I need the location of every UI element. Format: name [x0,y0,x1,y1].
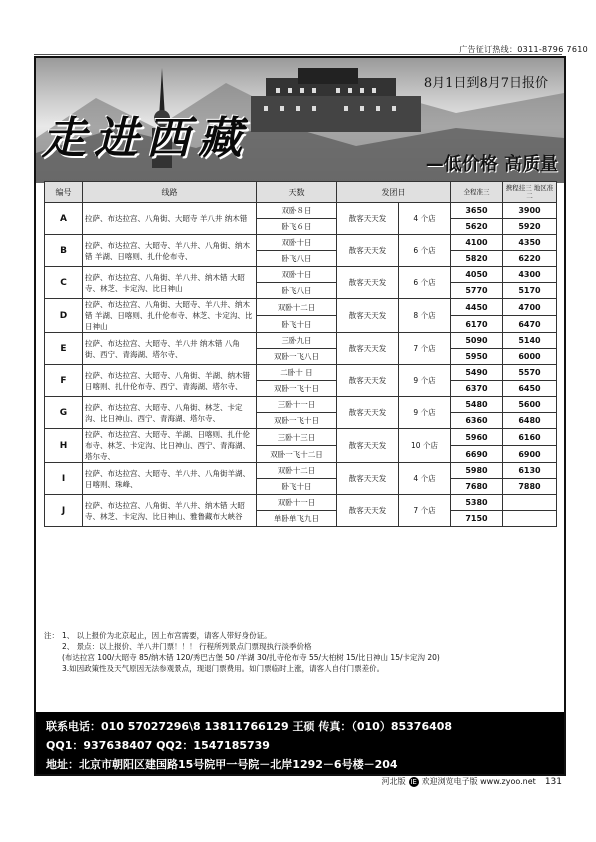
table-row [45,463,557,479]
divider [34,54,562,55]
slogan: —低价格 高质量 [425,154,558,175]
header-days: 天数 [257,182,337,203]
route-description: 拉萨、布达拉宫、大昭寺、羊八井、八角街羊湖、日喀则、珠峰、 [83,463,257,495]
price-tier-1: 6690 [451,446,503,463]
route-days: 卧飞十日 [257,316,337,333]
notes [44,630,550,674]
route-code: I [45,463,83,495]
price-tier-2: 5570 [503,365,557,381]
route-description: 拉萨、布达拉宫、大昭寺、八角街、羊湖、纳木错 日喀则、扎什伦布寺、西宁、青海湖、塔尔寺、 [83,365,257,397]
price-tier-2: 6450 [503,381,557,397]
price-tier-1: 7680 [451,479,503,495]
header-route: 线路 [83,182,257,203]
departure-schedule: 散客天天发 [337,365,399,397]
departure-schedule: 散客天天发 [337,203,399,235]
store-count: 6 个店 [399,235,451,267]
departure-schedule: 散客天天发 [337,267,399,299]
route-code: G [45,397,83,429]
route-description: 拉萨、布达拉宫、八角街、羊八井、纳木错 大昭寺、林芝、卡定沟、比日神山、雅鲁藏布大峡谷 [83,495,257,527]
price-tier-1: 3650 [451,203,503,219]
route-days: 卧飞６日 [257,219,337,235]
contact-footer [36,712,564,774]
price-tier-2: 5920 [503,219,557,235]
price-tier-2: 6900 [503,446,557,463]
route-code: F [45,365,83,397]
route-days: 二卧十 日 [257,365,337,381]
route-code: C [45,267,83,299]
publication-logo-icon: IE [410,777,417,786]
price-tier-2: 5600 [503,397,557,413]
route-days: 三卧九日 [257,333,337,349]
table-header-row [45,182,557,203]
banner [36,58,564,183]
contact-qq: QQ1：937638407 QQ2：1547185739 [46,739,270,752]
table-row [45,397,557,413]
price-tier-2 [503,511,557,527]
route-description: 拉萨、布达拉宫、大昭寺、羊湖、日喀则、扎什伦布寺、林芝、卡定沟、比日神山、西宁、青海湖、塔尔寺、 [83,429,257,463]
price-tier-1: 4100 [451,235,503,251]
price-tier-1: 5820 [451,251,503,267]
price-tier-1: 4050 [451,267,503,283]
price-tier-1: 5480 [451,397,503,413]
price-tier-1: 6170 [451,316,503,333]
store-count: 7 个店 [399,495,451,527]
page-number: 131 [544,776,562,787]
route-days: 双卧十二日 [257,463,337,479]
departure-schedule: 散客天天发 [337,299,399,333]
store-count: 9 个店 [399,365,451,397]
route-days: 双卧十日 [257,267,337,283]
price-date: 8月1日到8月7日报价 [423,76,548,91]
table-row [45,299,557,316]
price-tier-1: 5960 [451,429,503,446]
departure-schedule: 散客天天发 [337,333,399,365]
advertisement-frame [34,56,566,776]
price-tier-1: 7150 [451,511,503,527]
route-days: 卧飞八日 [257,283,337,299]
price-tier-2: 5170 [503,283,557,299]
route-description: 拉萨、布达拉宫、大昭寺、羊八井、八角街、纳木错 羊湖、日喀则、扎什伦布寺、 [83,235,257,267]
table-row [45,365,557,381]
route-code: B [45,235,83,267]
ad-hotline: 广告征订热线：0311-8796 7610 [459,45,588,54]
route-days: 双卧一飞十二日 [257,446,337,463]
route-days: 三卧十一日 [257,397,337,413]
note-line: 2、 景点：以上报价、羊八井门票！！！ 行程所列景点门票现执行淡季价格 [62,642,312,651]
route-code: J [45,495,83,527]
price-tier-1: 5620 [451,219,503,235]
price-tier-2: 6130 [503,463,557,479]
price-tier-2: 3900 [503,203,557,219]
website-label: 欢迎浏览电子版 www.zyoo.net [421,777,536,786]
price-table [44,181,557,527]
route-description: 拉萨、布达拉宫、八角街、大昭寺 羊八井 纳木错 [83,203,257,235]
header-price-2: 携程挂三 地区准二 [503,182,557,203]
header-departure: 发团日 [337,182,451,203]
table-row [45,495,557,511]
price-tier-2: 4300 [503,267,557,283]
table-row [45,333,557,349]
store-count: 7 个店 [399,333,451,365]
store-count: 6 个店 [399,267,451,299]
price-tier-2 [503,495,557,511]
table-row [45,429,557,446]
price-tier-1: 5090 [451,333,503,349]
price-tier-1: 4450 [451,299,503,316]
price-tier-1: 5380 [451,495,503,511]
price-tier-1: 5490 [451,365,503,381]
route-days: 双卧一飞十日 [257,381,337,397]
route-description: 拉萨、布达拉宫、大昭寺、八角街、林芝、卡定沟、比日神山、西宁、青海湖、塔尔寺、 [83,397,257,429]
header-price-1: 全程准三 [451,182,503,203]
price-tier-1: 6360 [451,413,503,429]
store-count: 10 个店 [399,429,451,463]
price-tier-2: 6480 [503,413,557,429]
price-tier-2: 6470 [503,316,557,333]
contact-address: 地址：北京市朝阳区建国路15号院甲一号院－北岸1292－6号楼－204 [46,758,398,771]
store-count: 8 个店 [399,299,451,333]
route-description: 拉萨、布达拉宫、大昭寺、羊八井 纳木错 八角街、西宁、青海湖、塔尔寺、 [83,333,257,365]
price-tier-1: 6370 [451,381,503,397]
note-line: 1、 以上报价为北京起止，因上布宫需要，请客人带好身份证。 [62,631,272,640]
page-title: 走进西藏 [42,113,250,164]
departure-schedule: 散客天天发 [337,397,399,429]
price-tier-2: 7880 [503,479,557,495]
note-line: 3.如因政策性及天气原因无法参观景点，现退门票费用。如门票临时上涨，请客人自付门票差价。 [62,664,385,673]
notes-label: 注： [44,631,59,640]
store-count: 9 个店 [399,397,451,429]
page-footer [382,776,562,787]
price-tier-2: 4700 [503,299,557,316]
route-description: 拉萨、布达拉宫、八角街、大昭寺、羊八井、纳木错 羊湖、日喀则、扎什伦布寺、林芝、卡定沟、比日神山 [83,299,257,333]
price-tier-1: 5980 [451,463,503,479]
price-tier-2: 6000 [503,349,557,365]
price-tier-2: 6160 [503,429,557,446]
route-code: A [45,203,83,235]
route-code: E [45,333,83,365]
departure-schedule: 散客天天发 [337,429,399,463]
price-tier-1: 5950 [451,349,503,365]
route-days: 单卧单飞九日 [257,511,337,527]
route-days: 三卧十三日 [257,429,337,446]
price-tier-2: 4350 [503,235,557,251]
edition-label: 河北版 [381,777,406,786]
price-tier-2: 5140 [503,333,557,349]
route-description: 拉萨、布达拉宫、八角街、羊八井、纳木错 大昭寺、林芝、卡定沟、比日神山 [83,267,257,299]
table-row [45,235,557,251]
route-days: 双卧十一日 [257,495,337,511]
route-days: 双卧８日 [257,203,337,219]
departure-schedule: 散客天天发 [337,463,399,495]
header-code: 编号 [45,182,83,203]
departure-schedule: 散客天天发 [337,235,399,267]
table-row [45,267,557,283]
route-code: H [45,429,83,463]
store-count: 4 个店 [399,203,451,235]
table-row [45,203,557,219]
route-days: 双卧十日 [257,235,337,251]
departure-schedule: 散客天天发 [337,495,399,527]
note-line: (布达拉宫 100/大昭寺 85/纳木错 120/秀巴古堡 50 /羊湖 30/扎寺伦布寺 55/大柏树 15/比日神山 15/卡定沟 20) [62,653,440,662]
route-code: D [45,299,83,333]
price-tier-2: 6220 [503,251,557,267]
store-count: 4 个店 [399,463,451,495]
route-days: 双卧一飞八日 [257,349,337,365]
route-days: 卧飞八日 [257,251,337,267]
route-days: 双卧十二日 [257,299,337,316]
route-days: 双卧一飞十日 [257,413,337,429]
route-days: 卧飞十日 [257,479,337,495]
price-tier-1: 5770 [451,283,503,299]
contact-phone: 联系电话：010 57027296\8 13811766129 王硕 传真：（010）85376408 [46,720,453,733]
